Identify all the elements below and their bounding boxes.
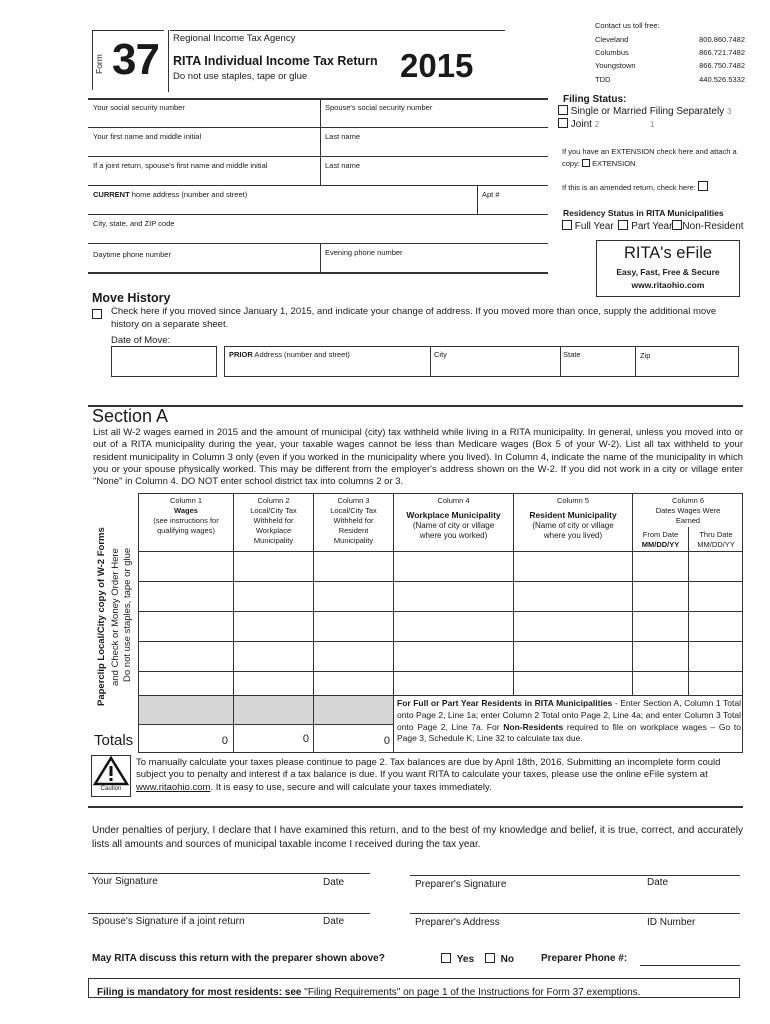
residency-title: Residency Status in RITA Municipalities xyxy=(563,208,724,218)
form-number-divider xyxy=(92,30,93,90)
no-checkbox[interactable] xyxy=(485,953,495,963)
full-year-checkbox[interactable] xyxy=(562,220,572,230)
first-name-field[interactable]: Your first name and middle initial xyxy=(93,132,202,141)
move-date-label: Date of Move: xyxy=(111,335,171,346)
ssn-field[interactable]: Your social security number xyxy=(93,103,185,112)
table-row-rule-2 xyxy=(138,611,743,612)
joint-checkbox[interactable] xyxy=(558,118,568,128)
contact-row: Cleveland 800.860.7482 xyxy=(595,35,745,44)
no-staples-label: Do not use staples, tape or glue xyxy=(122,547,133,682)
info-rule-5 xyxy=(88,243,548,244)
total-col2[interactable]: 0 xyxy=(302,733,309,745)
your-signature-field[interactable]: Your Signature xyxy=(92,876,158,887)
caution-icon: Caution xyxy=(91,755,131,797)
part-year-checkbox[interactable] xyxy=(618,220,628,230)
prior-address-field[interactable]: PRIOR Address (number and street) xyxy=(229,350,350,359)
col6-header: Column 6 Dates Wages Were Earned xyxy=(655,496,721,525)
preparer-phone-line[interactable] xyxy=(640,965,740,966)
prior-divider-2 xyxy=(560,346,561,377)
info-rule-3 xyxy=(88,185,548,186)
joint-number: 1 xyxy=(650,120,655,129)
spouse-ssn-field[interactable]: Spouse's social security number xyxy=(325,103,433,112)
residency-options: Full Year Part Year Non-Resident xyxy=(562,220,744,232)
check-label: and Check or Money Order Here xyxy=(110,548,121,686)
contact-row: TDD 440.526.5332 xyxy=(595,74,745,84)
contact-row: Youngstown 866.750.7482 xyxy=(595,61,745,71)
single-checkbox[interactable] xyxy=(558,105,568,115)
agency-name: Regional Income Tax Agency xyxy=(173,33,296,44)
contact-list xyxy=(595,33,745,86)
paperclip-label: Paperclip Local/City copy of W-2 Forms xyxy=(96,527,107,706)
city-state-zip-field[interactable]: City, state, and ZIP code xyxy=(93,219,175,228)
info-rule-1 xyxy=(88,127,548,128)
efile-link[interactable]: www.ritaohio.com xyxy=(136,781,211,793)
spouse-sig-line xyxy=(88,913,370,914)
form-word: Form xyxy=(94,54,104,74)
phone-divider xyxy=(320,243,321,272)
col4-header: Column 4 Workplace Municipality (Name of city or village where you worked) xyxy=(406,496,501,540)
info-rule-4 xyxy=(88,214,548,215)
filing-option-joint[interactable]: Joint 2 xyxy=(558,118,599,130)
page-title: RITA Individual Income Tax Return xyxy=(173,54,378,68)
table-header-rule xyxy=(138,551,743,552)
evening-phone-field[interactable]: Evening phone number xyxy=(325,248,403,257)
prior-divider-3 xyxy=(635,346,636,377)
discuss-question: May RITA discuss this return with the preparer shown above? xyxy=(92,953,385,964)
section-a-title: Section A xyxy=(92,406,169,426)
table-row-rule-3 xyxy=(138,641,743,642)
preparer-signature-field[interactable]: Preparer's Signature xyxy=(415,879,507,890)
date-field-3[interactable]: Date xyxy=(323,916,345,927)
contact-row: Columbus 866.721.7482 xyxy=(595,48,745,58)
apt-divider xyxy=(477,185,478,214)
col2-header: Column 2 Local/City Tax Withheld for Workplace Municipality xyxy=(250,496,297,545)
id-number-field[interactable]: ID Number xyxy=(647,917,696,928)
efile-url[interactable]: www.ritaohio.com xyxy=(631,280,705,290)
prior-zip-field[interactable]: Zip xyxy=(640,351,651,360)
section-a-instructions: For Full or Part Year Residents in RITA Municipalities - Enter Section A, Column 1 Total onto Page 2, Line 1a; enter Column 2 Total onto Page 2, Line 4a; and enter Column 3 Total onto Page 2, Line 7a. For Non-Residents required to file on workplace wages – Go to Page 3, Schedule K, Line 32 to calculate tax due. xyxy=(397,698,742,744)
total-col3[interactable]: 0 xyxy=(383,735,390,747)
yes-checkbox[interactable] xyxy=(441,953,451,963)
move-date-field[interactable] xyxy=(111,346,217,377)
spouse-signature-field[interactable]: Spouse's Signature if a joint return xyxy=(92,916,245,927)
efile-tagline: Easy, Fast, Free & Secure xyxy=(616,267,720,277)
table-row-rule-4 xyxy=(138,671,743,672)
spouse-last-name-field[interactable]: Last name xyxy=(325,161,361,170)
col6-from: From Date MM/DD/YY xyxy=(641,530,680,549)
contact-label: Contact us toll free: xyxy=(595,21,660,30)
move-history-title: Move History xyxy=(92,291,171,305)
tax-year: 2015 xyxy=(400,47,474,84)
col3-header: Column 3 Local/City Tax Withheld for Resident Municipality xyxy=(330,496,377,545)
non-resident-checkbox[interactable] xyxy=(672,220,682,230)
table-totals-rule xyxy=(138,724,393,725)
info-divider xyxy=(320,98,321,185)
header-top-rule xyxy=(170,30,505,31)
extension-checkbox[interactable] xyxy=(582,159,590,167)
filing-option-single[interactable]: Single or Married Filing Separately 3 xyxy=(558,105,731,117)
info-bottom-rule xyxy=(88,272,548,274)
table-row-rule-1 xyxy=(138,581,743,582)
col1-header: Column 1 Wages (see instructions for qualifying wages) xyxy=(153,496,219,535)
mandatory-notice: Filing is mandatory for most residents: see "Filing Requirements" on page 1 of the Instructions for Form 37 exemptions. xyxy=(88,978,740,998)
info-top-rule xyxy=(88,98,548,100)
spouse-first-name-field[interactable]: If a joint return, spouse's first name and middle initial xyxy=(93,161,268,170)
section-a-rule xyxy=(88,405,743,407)
amended-checkbox[interactable] xyxy=(698,181,708,191)
section-a-intro: List all W-2 wages earned in 2015 and the amount of municipal (city) tax withheld while living in a RITA municipality. In general, unless you moved into or out of a RITA municipality during the year, your taxable wages cannot be less than Medicare wages (Box 5 of your W-2). List all tax withheld to your resident municipality in Column 3 only (even if you worked in the municipality where you lived). In Column 4, indicate the name of the municipality in which you or your spouse physically worked. This may be different from the employer's address shown on the W-2. If you did not work in a city or village enter "None" in Column 4. DO NOT enter school district tax into columns 2 or 3. xyxy=(93,427,743,488)
move-checkbox[interactable] xyxy=(92,309,102,319)
perjury-declaration: Under penalties of perjury, I declare that I have examined this return, and to the best of my knowledge and belief, it is true, correct, and accurately lists all amounts and sources of municipal taxable income I received during the tax year. xyxy=(92,825,743,850)
day-phone-field[interactable]: Daytime phone number xyxy=(93,250,171,259)
header-divider xyxy=(168,30,169,92)
form-number: 37 xyxy=(112,35,159,84)
col-divider-6 xyxy=(688,527,689,695)
extension-text: If you have an EXTENSION check here and attach a copy: EXTENSION xyxy=(562,147,737,168)
totals-label: Totals xyxy=(94,732,134,749)
filing-status-title: Filing Status: xyxy=(563,94,627,105)
move-text: Check here if you moved since January 1, 2015, and indicate your change of address. If you moved more than once, supply the additional move history on a separate sheet. xyxy=(111,306,717,330)
preparer-addr-line xyxy=(410,913,740,914)
caution-text: To manually calculate your taxes please continue to page 2. Tax balances are due by April 18th, 2016. Submitting an incomplete form could subject you to penalty and interest if a tax balance is due. If you want RITA to calculate your taxes, please use the online eFile system at www.ritaohio.com. It is easy to use, secure and will calculate your taxes immediately. xyxy=(136,757,721,793)
address-field[interactable]: CURRENT home address (number and street) xyxy=(93,190,248,199)
prior-state-field[interactable]: State xyxy=(563,350,581,359)
last-name-field[interactable]: Last name xyxy=(325,132,361,141)
preparer-phone-label: Preparer Phone #: xyxy=(541,953,628,964)
date-field-1[interactable]: Date xyxy=(323,877,345,888)
discuss-options: Yes No xyxy=(441,953,514,965)
page-subtitle: Do not use staples, tape or glue xyxy=(173,71,308,82)
prior-divider-1 xyxy=(430,346,431,377)
col5-header: Column 5 Resident Municipality (Name of city or village where you lived) xyxy=(529,496,617,540)
prior-city-field[interactable]: City xyxy=(434,350,447,359)
info-rule-2 xyxy=(88,156,548,157)
preparer-sig-line xyxy=(410,875,740,876)
apt-field[interactable]: Apt # xyxy=(482,190,500,199)
preparer-address-field[interactable]: Preparer's Address xyxy=(415,917,500,928)
your-sig-line xyxy=(88,873,370,874)
efile-title: RITA's eFile xyxy=(623,244,713,262)
total-col1[interactable]: 0 xyxy=(221,735,228,747)
shaded-cell xyxy=(139,696,393,724)
signature-top-rule xyxy=(88,806,743,808)
date-field-2[interactable]: Date xyxy=(647,877,669,888)
amended-text: If this is an amended return, check here: xyxy=(562,181,708,192)
col6-thru: Thru Date MM/DD/YY xyxy=(697,530,735,549)
